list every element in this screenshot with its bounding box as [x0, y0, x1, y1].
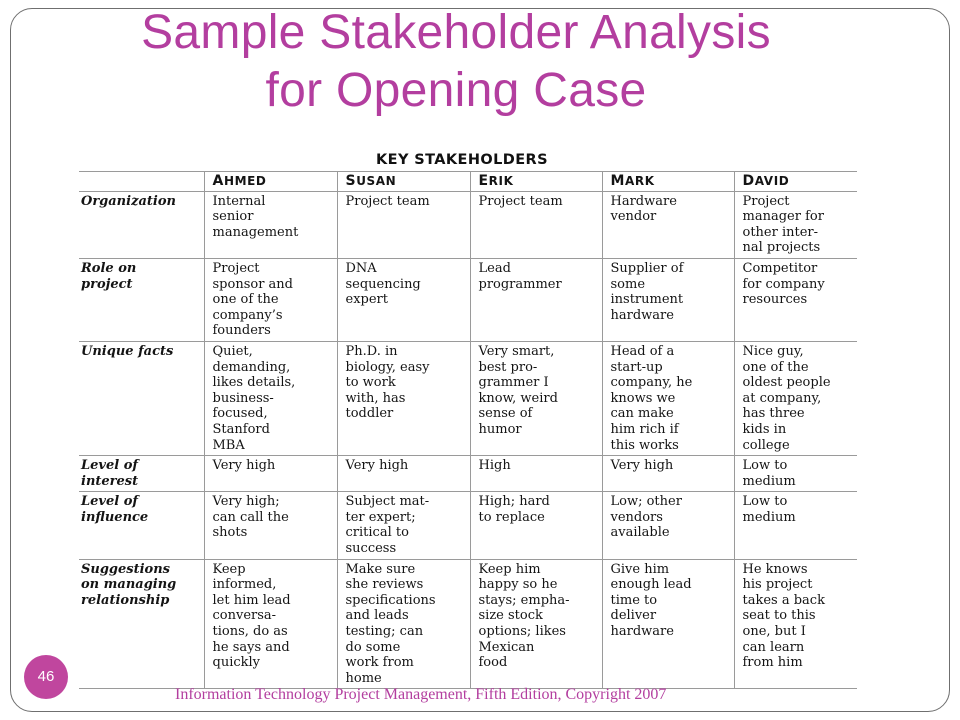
table-cell: Keep him happy so he stays; empha- size stock options; likes Mexican food	[470, 559, 602, 689]
table-cell: Low to medium	[734, 456, 857, 492]
row-label: Level of influence	[79, 492, 204, 559]
table-row-unique-facts	[79, 341, 857, 455]
table-cell: Competitor for company resources	[734, 258, 857, 341]
table-row-level-of-interest	[79, 456, 857, 492]
table-cell: DNA sequencing expert	[337, 258, 470, 341]
table-cell: Subject mat- ter expert; critical to success	[337, 492, 470, 559]
table-cell: Head of a start-up company, he knows we can make him rich if this works	[602, 341, 734, 455]
table-row-organization	[79, 191, 857, 258]
table-cell: Hardware vendor	[602, 191, 734, 258]
table-cell: High; hard to replace	[470, 492, 602, 559]
table-cell: Quiet, demanding, likes details, business- focused, Stanford MBA	[204, 341, 337, 455]
row-label: Role on project	[79, 258, 204, 341]
table-cell: Project manager for other inter- nal projects	[734, 191, 857, 258]
header-corner	[79, 172, 204, 192]
table-cell: Very high; can call the shots	[204, 492, 337, 559]
table-cell: Very smart, best pro- grammer I know, weird sense of humor	[470, 341, 602, 455]
table-cell: Make sure she reviews specifications and leads testing; can do some work from home	[337, 559, 470, 689]
column-header-erik: ERIK	[470, 172, 602, 192]
slide-title	[0, 4, 912, 120]
table-cell: Give him enough lead time to deliver hardware	[602, 559, 734, 689]
table-cell: Ph.D. in biology, easy to work with, has toddler	[337, 341, 470, 455]
table-cell: Very high	[204, 456, 337, 492]
table-caption: KEY STAKEHOLDERS	[376, 152, 548, 168]
table-cell: Supplier of some instrument hardware	[602, 258, 734, 341]
footer-citation: Information Technology Project Management, Fifth Edition, Copyright 2007	[175, 686, 667, 703]
column-header-mark: MARK	[602, 172, 734, 192]
row-label: Suggestions on managing relationship	[79, 559, 204, 689]
table-row-role-on-project	[79, 258, 857, 341]
column-header-david: DAVID	[734, 172, 857, 192]
table-cell: Low to medium	[734, 492, 857, 559]
table-cell: High	[470, 456, 602, 492]
column-header-susan: SUSAN	[337, 172, 470, 192]
table-cell: Very high	[337, 456, 470, 492]
table-cell: Internal senior management	[204, 191, 337, 258]
column-header-ahmed: AHMED	[204, 172, 337, 192]
table-header-row	[79, 172, 857, 192]
row-label: Level of interest	[79, 456, 204, 492]
table-cell: Project team	[337, 191, 470, 258]
row-label: Organization	[79, 191, 204, 258]
page-number-badge: 46	[24, 655, 68, 699]
title-line-2: for Opening Case	[265, 64, 647, 117]
stakeholder-table	[79, 171, 857, 689]
row-label: Unique facts	[79, 341, 204, 455]
table-cell: Project sponsor and one of the company’s founders	[204, 258, 337, 341]
table-cell: Low; other vendors available	[602, 492, 734, 559]
table-cell: Nice guy, one of the oldest people at company, has three kids in college	[734, 341, 857, 455]
table-cell: Project team	[470, 191, 602, 258]
table-row-suggestions	[79, 559, 857, 689]
table-cell: Lead programmer	[470, 258, 602, 341]
table-cell: He knows his project takes a back seat to this one, but I can learn from him	[734, 559, 857, 689]
table-cell: Keep informed, let him lead conversa- tions, do as he says and quickly	[204, 559, 337, 689]
title-line-1: Sample Stakeholder Analysis	[141, 6, 771, 59]
table-cell: Very high	[602, 456, 734, 492]
table-row-level-of-influence	[79, 492, 857, 559]
